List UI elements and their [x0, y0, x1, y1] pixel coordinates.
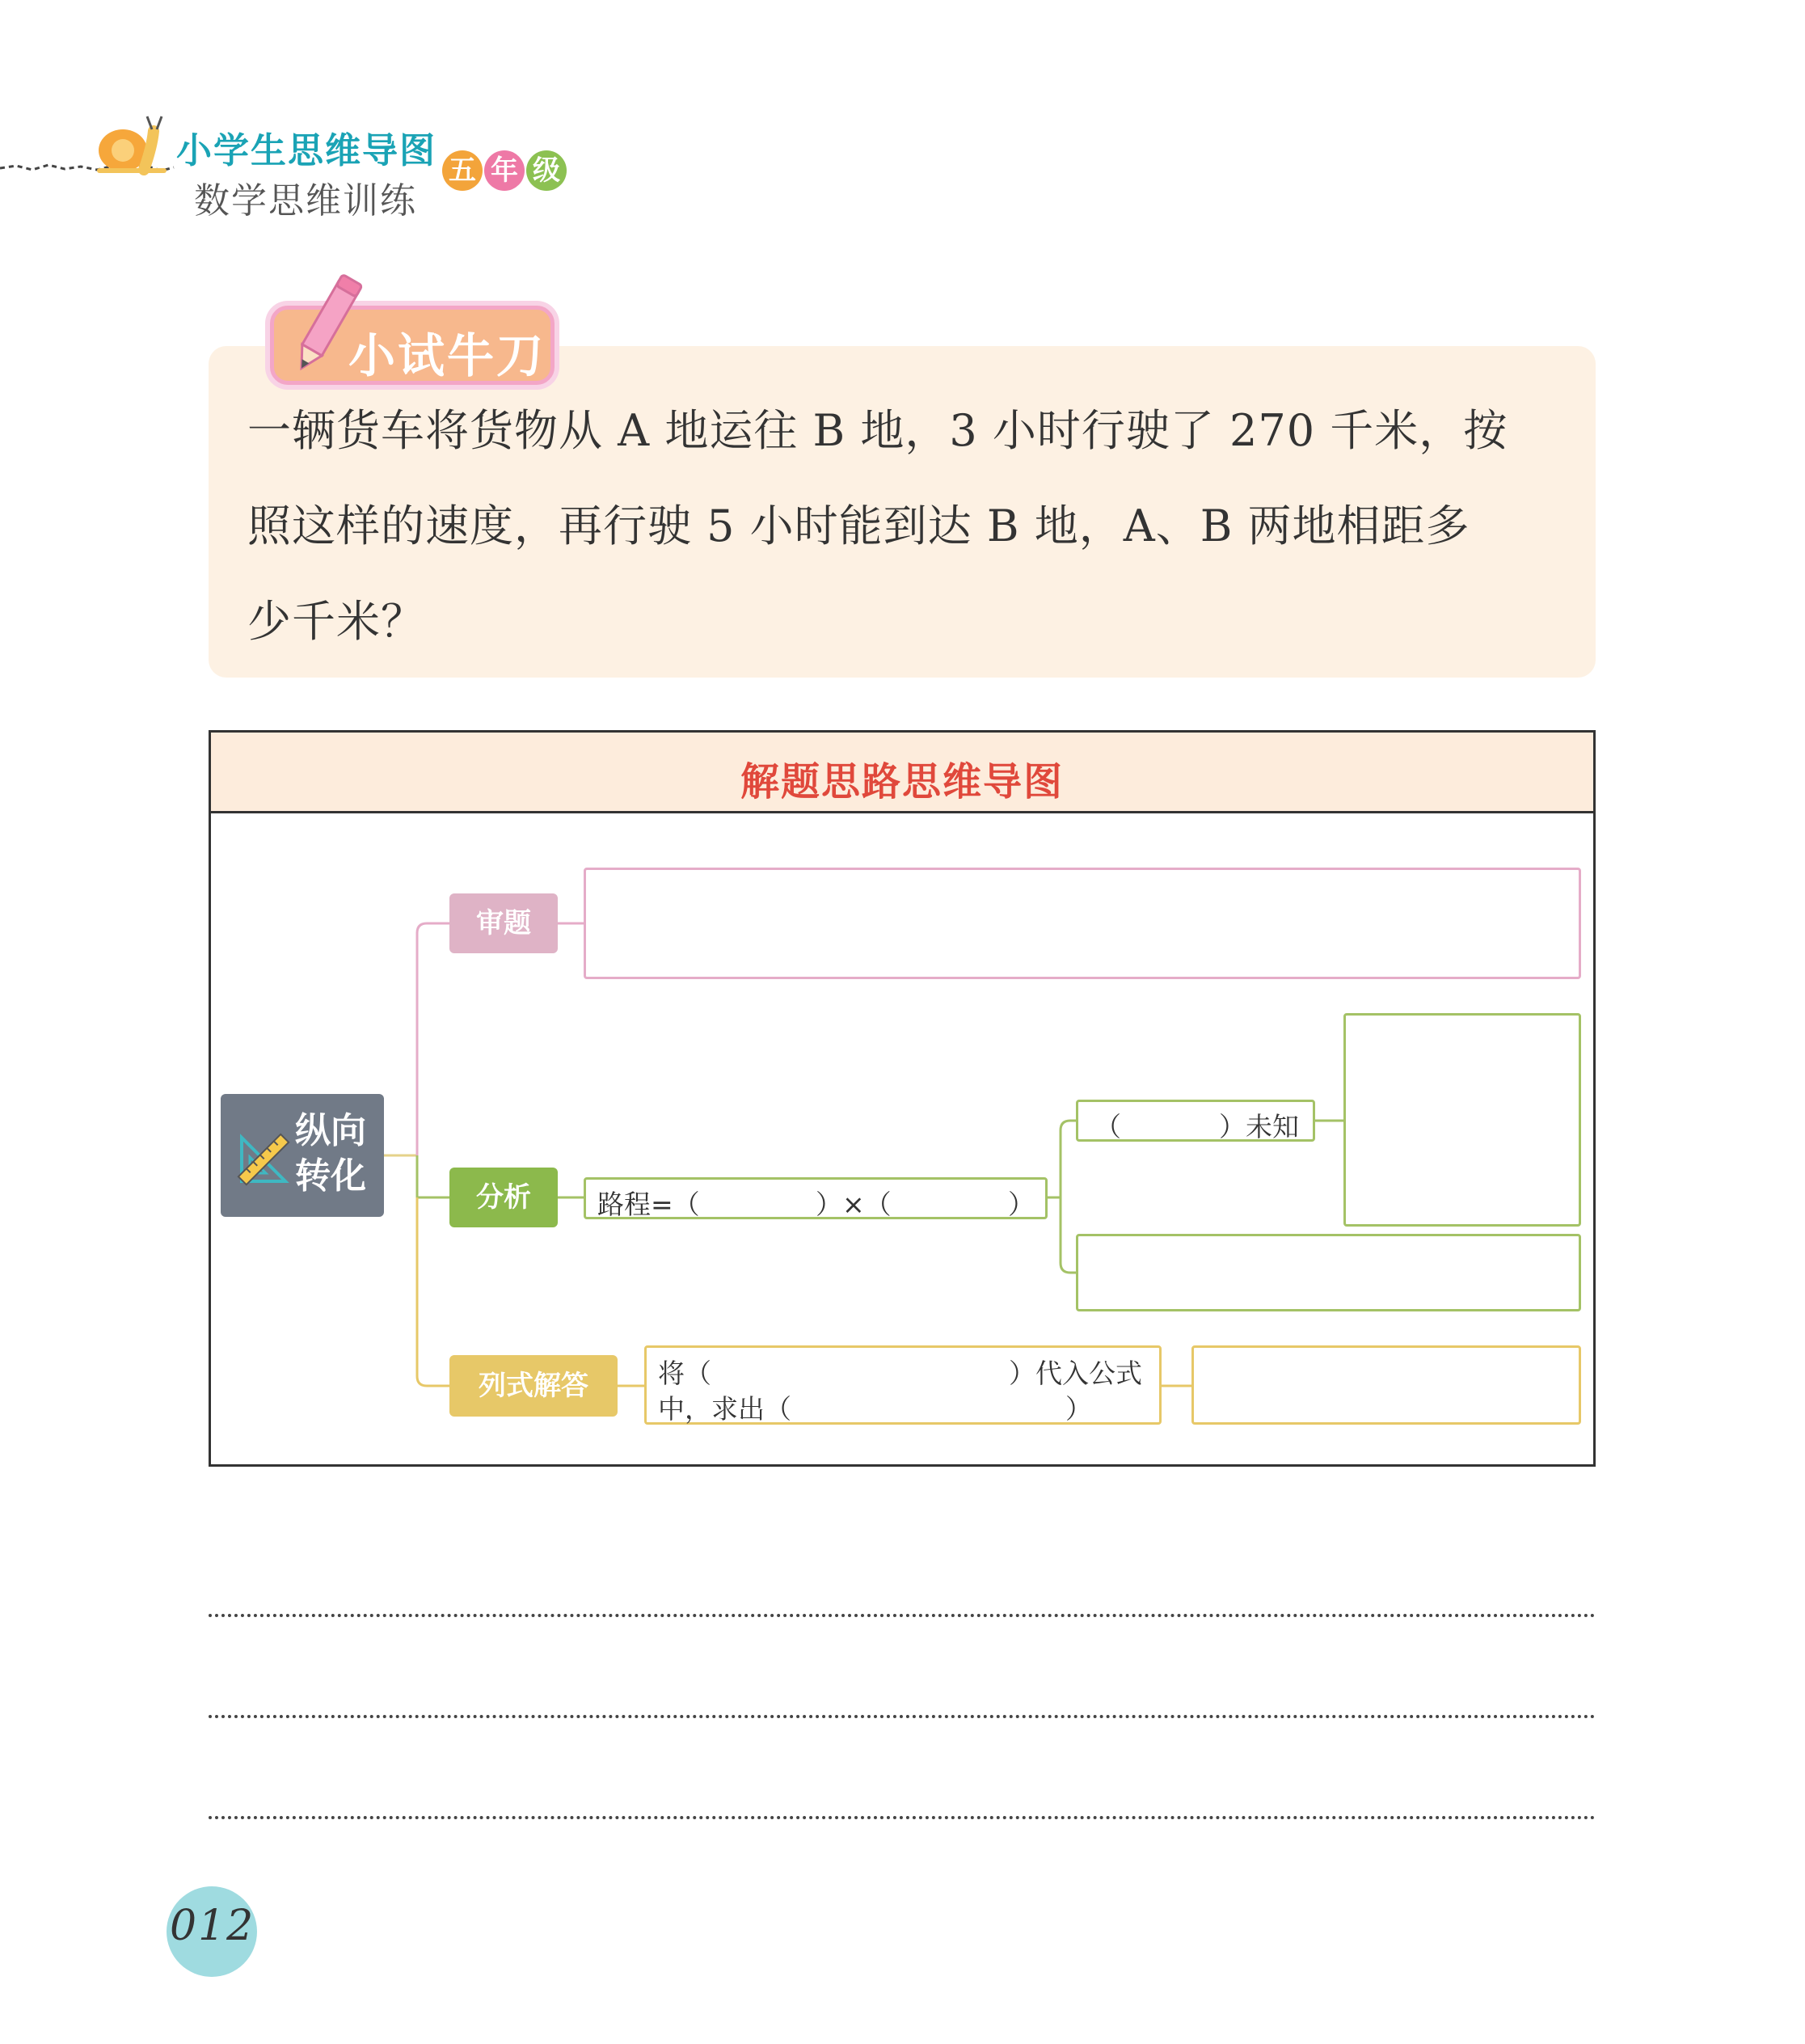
- formula-box[interactable]: [584, 1177, 1048, 1219]
- analysis-answer-box[interactable]: [1343, 1013, 1581, 1227]
- shenti-answer-box[interactable]: [584, 868, 1581, 979]
- unknown-close: ）未知: [1219, 1111, 1299, 1142]
- series-title: 小学生思维导图: [176, 130, 436, 171]
- substitute-line2-a: 中，求出（: [658, 1393, 791, 1425]
- answer-line-3[interactable]: [209, 1816, 1596, 1819]
- badge-label: 小试牛刀: [348, 328, 546, 383]
- problem-line-1: 一辆货车将货物从 A 地运往 B 地，3 小时行驶了 270 千米，按: [247, 405, 1508, 456]
- root-node: [221, 1094, 384, 1217]
- problem-line-3: 少千米？: [247, 596, 425, 647]
- final-answer-box[interactable]: [1191, 1345, 1581, 1425]
- grade-char-1: 五: [442, 150, 483, 191]
- ruler-triangle-icon: [237, 1133, 290, 1186]
- answer-line-1[interactable]: [209, 1614, 1596, 1617]
- grade-char-3: 级: [526, 150, 567, 191]
- answer-line-2[interactable]: [209, 1715, 1596, 1718]
- mindmap-title: 解题思路思维导图: [740, 759, 1064, 805]
- unknown-box[interactable]: [1076, 1100, 1315, 1142]
- formula-suffix: ）: [1008, 1189, 1035, 1220]
- root-label: [295, 1109, 366, 1199]
- branch-lieshi: 列式解答: [449, 1355, 618, 1417]
- root-label-line-1: 纵向: [295, 1110, 366, 1151]
- substitute-line2-b: ）: [1065, 1393, 1092, 1425]
- substitute-box[interactable]: [644, 1345, 1162, 1425]
- branch-fenxi: 分析: [449, 1168, 558, 1227]
- substitute-line1-a: 将（: [658, 1358, 711, 1389]
- root-label-line-2: 转化: [295, 1155, 366, 1197]
- formula-middle: ）×（: [816, 1189, 892, 1220]
- grade-char-2: 年: [484, 150, 525, 191]
- substitute-line1-b: ）代入公式: [1009, 1358, 1142, 1389]
- page-number: 012: [170, 1902, 255, 1950]
- formula-prefix: 路程=（: [597, 1189, 700, 1220]
- analysis-wide-box[interactable]: [1076, 1234, 1581, 1311]
- snail-icon: [95, 115, 168, 175]
- mindmap-header: [211, 733, 1593, 813]
- problem-line-2: 照这样的速度，再行驶 5 小时能到达 B 地，A、B 两地相距多: [247, 500, 1470, 551]
- series-subtitle: 数学思维训练: [194, 180, 417, 222]
- pencil-icon: [287, 267, 368, 380]
- unknown-open: （: [1094, 1111, 1121, 1142]
- branch-shenti: 审题: [449, 893, 558, 953]
